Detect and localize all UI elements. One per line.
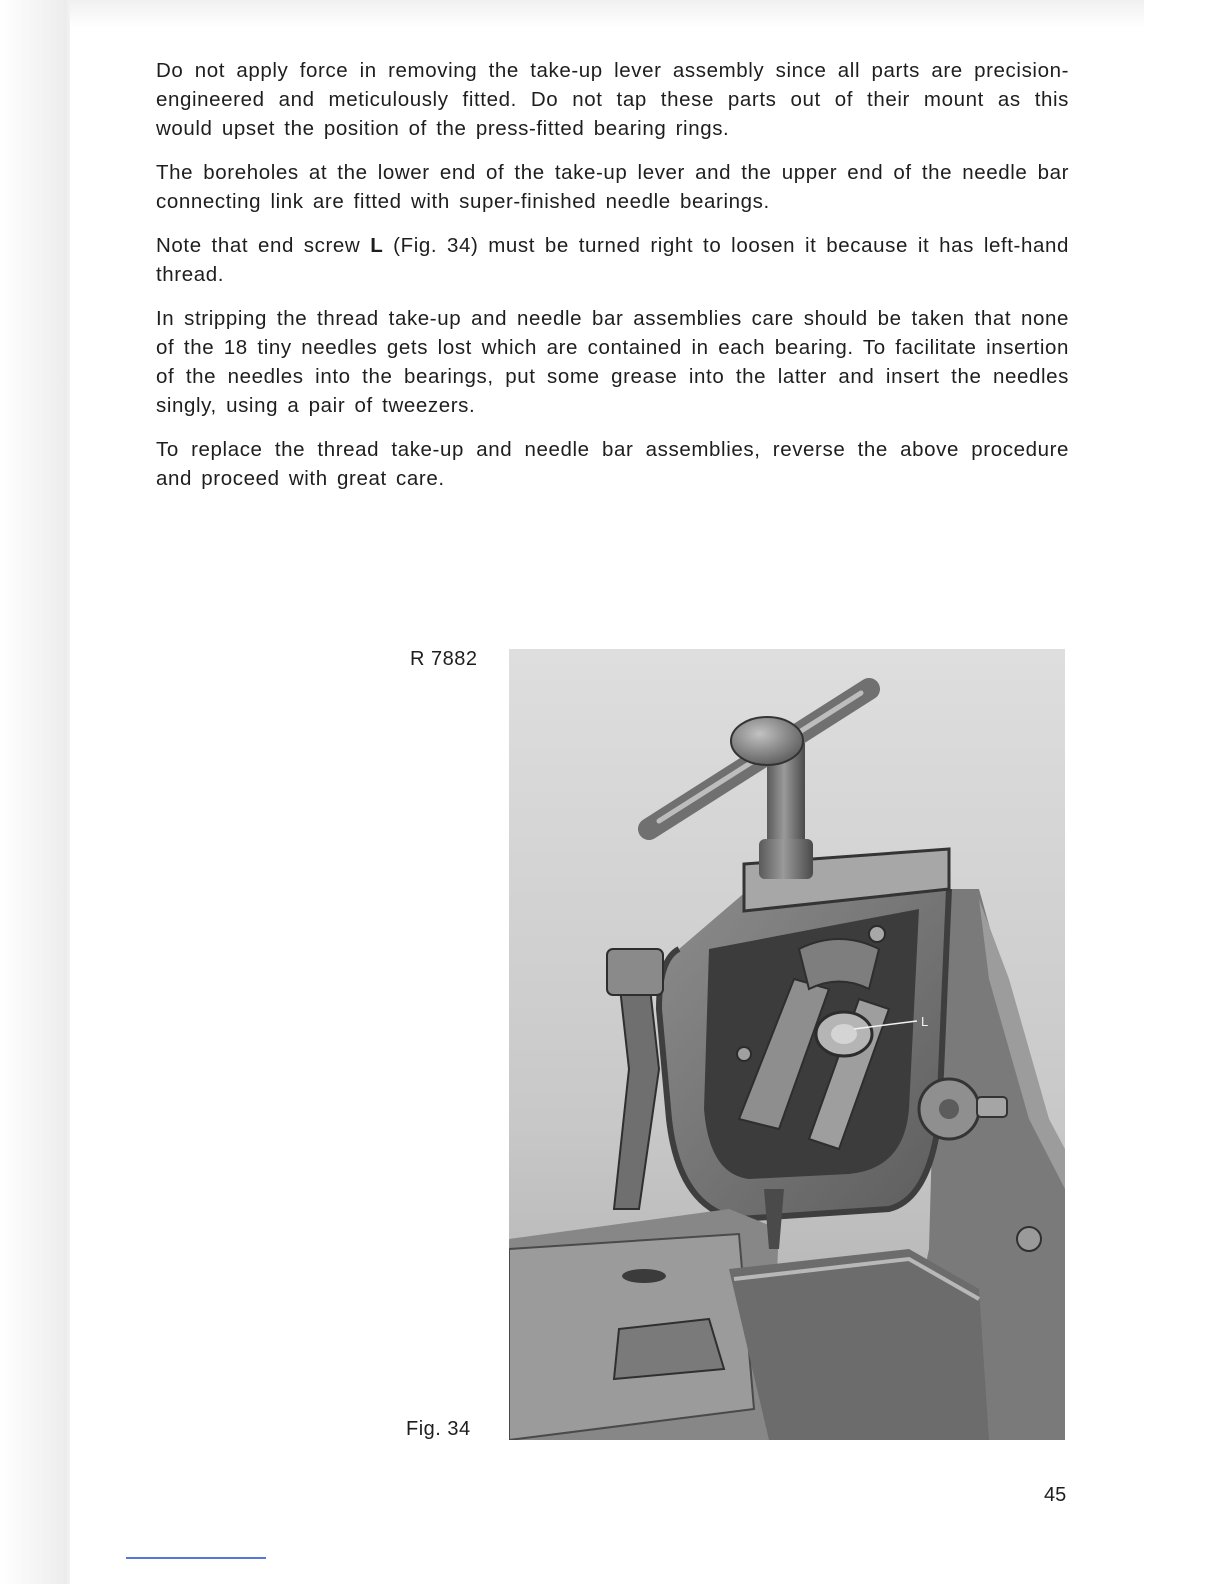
paragraph-4: In stripping the thread take-up and needle bar assemblies care should be taken that none of the 18 tiny needles gets lost which are contained in each bearing. To facilitate insertion of the needles into the bearings, put some grease into the latter and insert the needles singly, using a pair of tweezers.	[156, 307, 1069, 417]
body-text	[156, 56, 1069, 508]
bearing-bore	[831, 1024, 857, 1044]
scan-edge-shadow	[0, 0, 70, 1584]
set-screw	[869, 926, 885, 942]
footer-rule	[126, 1557, 266, 1559]
figure-reference: R 7882	[410, 648, 478, 670]
page-number: 45	[1044, 1484, 1067, 1506]
tension-dial-center	[939, 1099, 959, 1119]
slide-plate-slot	[622, 1269, 666, 1283]
crank-disc	[799, 939, 879, 989]
extractor-head	[731, 717, 803, 765]
screw-label: L	[370, 234, 384, 257]
paragraph-3-end: (Fig. 34) must be turned right to loosen it because it has left-hand thread.	[156, 234, 1069, 286]
lifter-clamp	[607, 949, 663, 995]
set-screw-lower	[737, 1047, 751, 1061]
figure-caption: Fig. 34	[406, 1418, 471, 1440]
side-screw	[1017, 1227, 1041, 1251]
paragraph-3-start: Note that end screw	[156, 234, 371, 257]
paragraph-5: To replace the thread take-up and needle bar assemblies, reverse the above procedure and proceed with great care.	[156, 438, 1069, 490]
cloth-plate-right	[729, 1249, 989, 1440]
thumb-screw	[977, 1097, 1007, 1117]
scan-top-shading	[70, 0, 1144, 28]
figure-photo	[509, 649, 1065, 1440]
paragraph-3	[156, 231, 1069, 289]
paragraph-1: Do not apply force in removing the take-up lever assembly since all parts are precision-engineered and meticulously fitted. Do not tap these parts out of their mount as this would upset the position of the press-fitted bearing rings.	[156, 59, 1069, 140]
callout-label: L	[921, 1014, 929, 1029]
extractor-collar	[759, 839, 813, 879]
presser-foot	[614, 1319, 724, 1379]
paragraph-2: The boreholes at the lower end of the take-up lever and the upper end of the needle bar connecting link are fitted with super-finished needle bearings.	[156, 161, 1069, 213]
